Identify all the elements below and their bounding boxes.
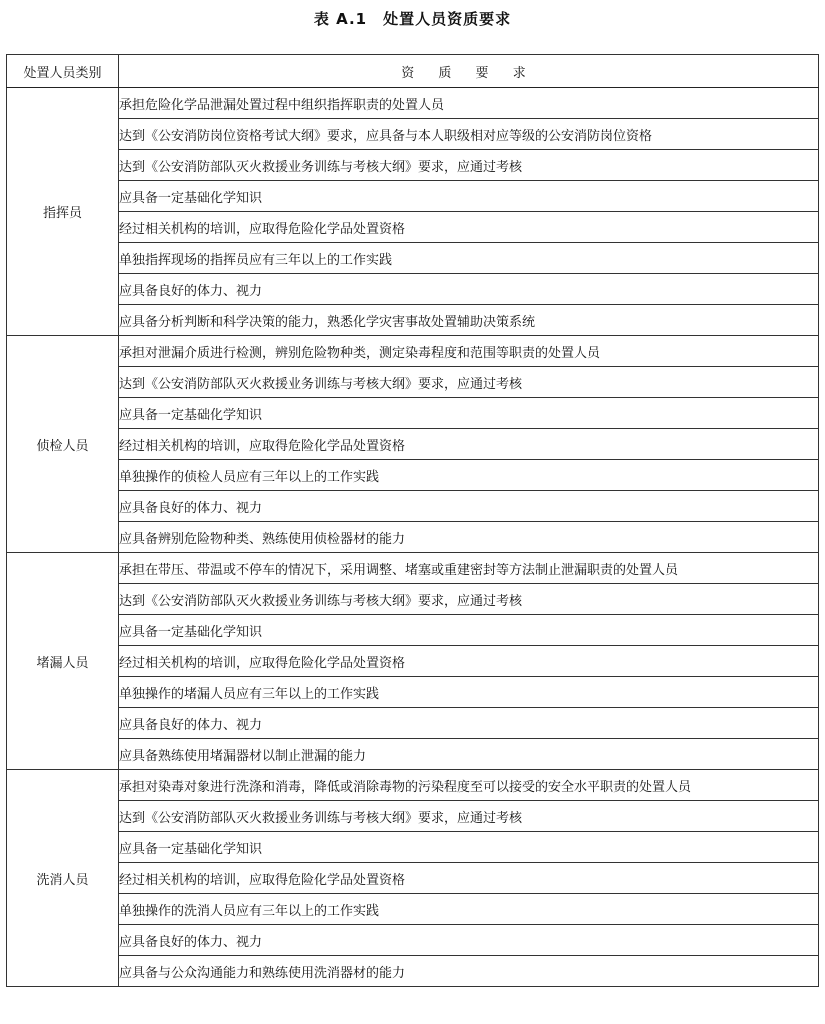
table-row [7,553,819,584]
table-body [7,88,819,987]
requirement-cell: 经过相关机构的培训，应取得危险化学品处置资格 [119,212,819,243]
table-row [7,615,819,646]
requirement-cell: 经过相关机构的培训，应取得危险化学品处置资格 [119,646,819,677]
requirement-cell: 应具备一定基础化学知识 [119,832,819,863]
requirement-cell: 应具备良好的体力、视力 [119,274,819,305]
requirement-cell: 经过相关机构的培训，应取得危险化学品处置资格 [119,429,819,460]
table-row [7,88,819,119]
table-row [7,212,819,243]
table-row [7,491,819,522]
category-cell: 侦检人员 [7,336,119,553]
requirement-cell: 承担危险化学品泄漏处置过程中组织指挥职责的处置人员 [119,88,819,119]
category-cell: 堵漏人员 [7,553,119,770]
header-row [7,55,819,88]
requirement-cell: 达到《公安消防部队灭火救援业务训练与考核大纲》要求，应通过考核 [119,801,819,832]
table-row [7,460,819,491]
requirement-cell: 应具备一定基础化学知识 [119,615,819,646]
requirement-cell: 达到《公安消防部队灭火救援业务训练与考核大纲》要求，应通过考核 [119,150,819,181]
table-row [7,894,819,925]
requirement-cell: 应具备良好的体力、视力 [119,925,819,956]
table-row [7,305,819,336]
table-row [7,150,819,181]
table-row [7,956,819,987]
table-row [7,925,819,956]
category-cell: 洗消人员 [7,770,119,987]
requirement-cell: 承担对染毒对象进行洗涤和消毒，降低或消除毒物的污染程度至可以接受的安全水平职责的处置人员 [119,770,819,801]
table-row [7,274,819,305]
requirement-cell: 达到《公安消防部队灭火救援业务训练与考核大纲》要求，应通过考核 [119,367,819,398]
table-row [7,367,819,398]
table-title: 表 A.1 处置人员资质要求 [313,10,512,28]
requirement-cell: 应具备分析判断和科学决策的能力，熟悉化学灾害事故处置辅助决策系统 [119,305,819,336]
table-row [7,398,819,429]
requirement-cell: 单独操作的侦检人员应有三年以上的工作实践 [119,460,819,491]
requirement-cell: 承担在带压、带温或不停车的情况下，采用调整、堵塞或重建密封等方法制止泄漏职责的处置人员 [119,553,819,584]
header-category: 处置人员类别 [7,55,119,88]
qualification-table [6,54,819,987]
requirement-cell: 单独操作的堵漏人员应有三年以上的工作实践 [119,677,819,708]
table-row [7,770,819,801]
table-row [7,863,819,894]
table-row [7,739,819,770]
requirement-cell: 应具备辨别危险物种类、熟练使用侦检器材的能力 [119,522,819,553]
table-row [7,677,819,708]
table-row [7,336,819,367]
requirement-cell: 应具备与公众沟通能力和熟练使用洗消器材的能力 [119,956,819,987]
requirement-cell: 承担对泄漏介质进行检测，辨别危险物种类，测定染毒程度和范围等职责的处置人员 [119,336,819,367]
requirement-cell: 达到《公安消防部队灭火救援业务训练与考核大纲》要求，应通过考核 [119,584,819,615]
table-row [7,429,819,460]
requirement-cell: 单独指挥现场的指挥员应有三年以上的工作实践 [119,243,819,274]
requirement-cell: 应具备良好的体力、视力 [119,491,819,522]
table-row [7,832,819,863]
requirement-cell: 单独操作的洗消人员应有三年以上的工作实践 [119,894,819,925]
requirement-cell: 应具备熟练使用堵漏器材以制止泄漏的能力 [119,739,819,770]
requirement-cell: 应具备一定基础化学知识 [119,398,819,429]
table-row [7,119,819,150]
table-row [7,243,819,274]
requirement-cell: 经过相关机构的培训，应取得危险化学品处置资格 [119,863,819,894]
requirement-cell: 应具备良好的体力、视力 [119,708,819,739]
requirement-cell: 应具备一定基础化学知识 [119,181,819,212]
requirement-cell: 达到《公安消防岗位资格考试大纲》要求，应具备与本人职级相对应等级的公安消防岗位资格 [119,119,819,150]
table-row [7,584,819,615]
table-row [7,646,819,677]
category-cell: 指挥员 [7,88,119,336]
table-row [7,708,819,739]
table-row [7,801,819,832]
table-row [7,181,819,212]
table-row [7,522,819,553]
header-requirements: 资 质 要 求 [119,55,819,88]
